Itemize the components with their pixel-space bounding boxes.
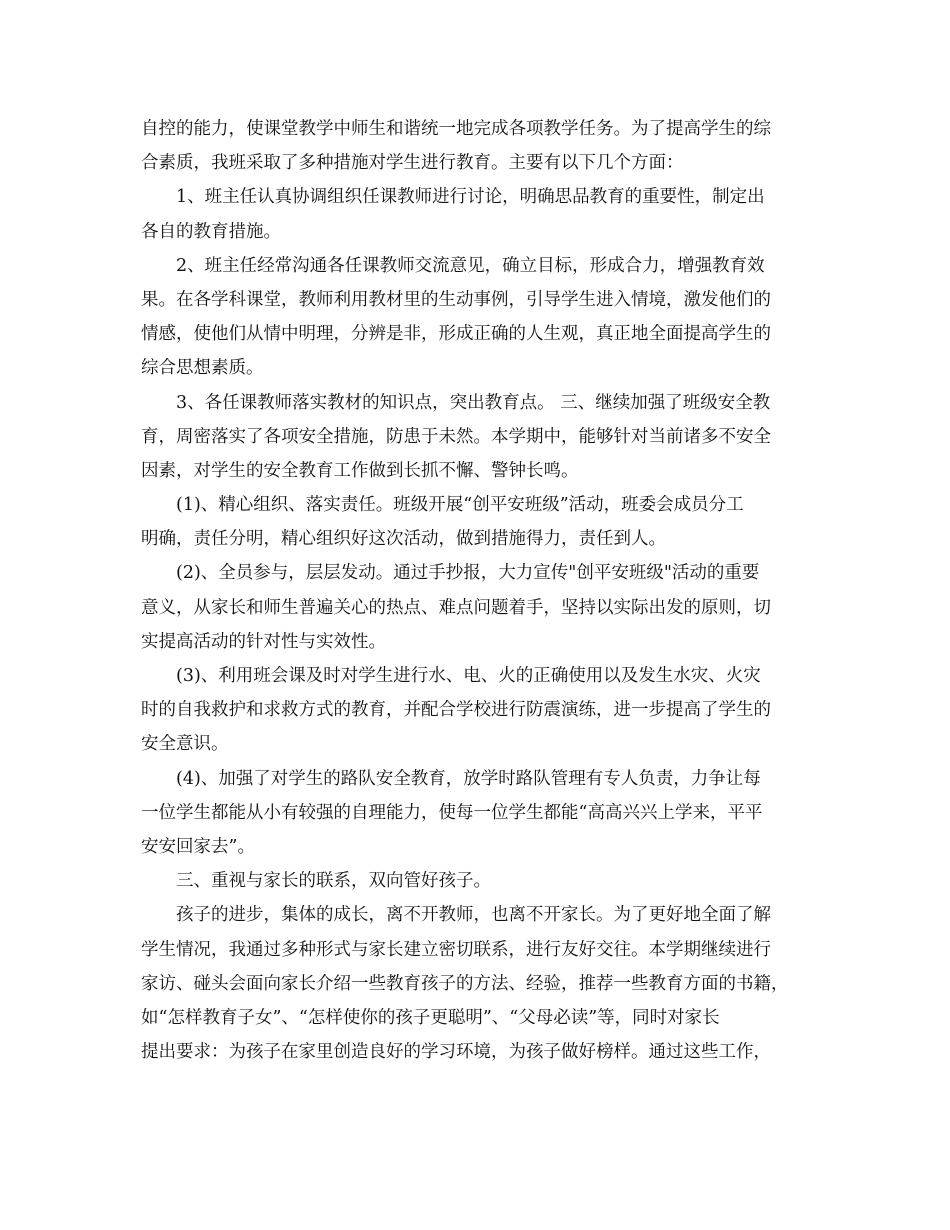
text-line: (3)、利用班会课及时对学生进行水、电、火的正确使用以及发生水灾、火灾 bbox=[176, 666, 761, 686]
text-line: 意义，从家长和师生普遍关心的热点、难点问题着手，坚持以实际出发的原则，切 bbox=[141, 597, 771, 618]
text-line: 合素质，我班采取了多种措施对学生进行教育。主要有以下几个方面： bbox=[141, 153, 684, 174]
text-line: 2、班主任经常沟通各任课教师交流意见，确立目标，形成合力，增强教育效 bbox=[176, 255, 765, 276]
text-line: 因素，对学生的安全教育工作做到长抓不懈、警钟长鸣。 bbox=[141, 460, 579, 481]
text-line: (4)、加强了对学生的路队安全教育，放学时路队管理有专人负责，力争让每 bbox=[176, 768, 761, 789]
text-line: 1、班主任认真协调组织任课教师进行讨论，明确思品教育的重要性，制定出 bbox=[176, 187, 765, 208]
text-line: 一位学生都能从小有较强的自理能力，使每一位学生都能“高高兴兴上学来，平平 bbox=[141, 802, 763, 823]
text-line: (1)、精心组织、落实责任。班级开展“创平安班级”活动，班委会成员分工 bbox=[176, 495, 744, 516]
text-line: 学生情况，我通过多种形式与家长建立密切联系，进行友好交往。本学期继续进行 bbox=[141, 939, 771, 960]
text-line: 情感，使他们从情中明理，分辨是非，形成正确的人生观，真正地全面提高学生的 bbox=[141, 324, 771, 345]
text-line: 时的自我救护和求救方式的教育，并配合学校进行防震演练，进一步提高了学生的 bbox=[141, 700, 771, 721]
text-line: 实提高活动的针对性与实效性。 bbox=[141, 631, 386, 652]
text-line: 明确，责任分明，精心组织好这次活动，做到措施得力，责任到人。 bbox=[141, 529, 666, 550]
text-line: 安全意识。 bbox=[141, 734, 229, 755]
text-line: 果。在各学科课堂，教师利用教材里的生动事例，引导学生进入情境，激发他们的 bbox=[141, 289, 771, 310]
text-line: 孩子的进步，集体的成长，离不开教师，也离不开家长。为了更好地全面了解 bbox=[176, 905, 771, 926]
text-line: 家访、碰头会面向家长介绍一些教育孩子的方法、经验，推荐一些教育方面的书籍， bbox=[141, 973, 789, 994]
text-line: 安安回家去”。 bbox=[141, 836, 255, 857]
text-line: 综合思想素质。 bbox=[141, 358, 264, 379]
text-line: 三、重视与家长的联系，双向管好孩子。 bbox=[176, 871, 491, 892]
text-line: 育，周密落实了各项安全措施，防患于未然。本学期中，能够针对当前诸多不安全 bbox=[141, 426, 771, 447]
text-line: (2)、全员参与，层层发动。通过手抄报，大力宣传"创平安班级"活动的重要 bbox=[176, 563, 760, 584]
text-line: 各自的教育措施。 bbox=[141, 221, 281, 242]
text-line: 提出要求：为孩子在家里创造良好的学习环境，为孩子做好榜样。通过这些工作， bbox=[141, 1042, 771, 1063]
body-text bbox=[141, 112, 821, 1069]
text-line: 如“怎样教育子女”、“怎样使你的孩子更聪明”、“父母必读”等，同时对家长 bbox=[141, 1007, 720, 1028]
text-line: 3、各任课教师落实教材的知识点，突出教育点。 三、继续加强了班级安全教 bbox=[176, 392, 771, 413]
text-line: 自控的能力，使课堂教学中师生和谐统一地完成各项教学任务。为了提高学生的综 bbox=[141, 119, 771, 139]
